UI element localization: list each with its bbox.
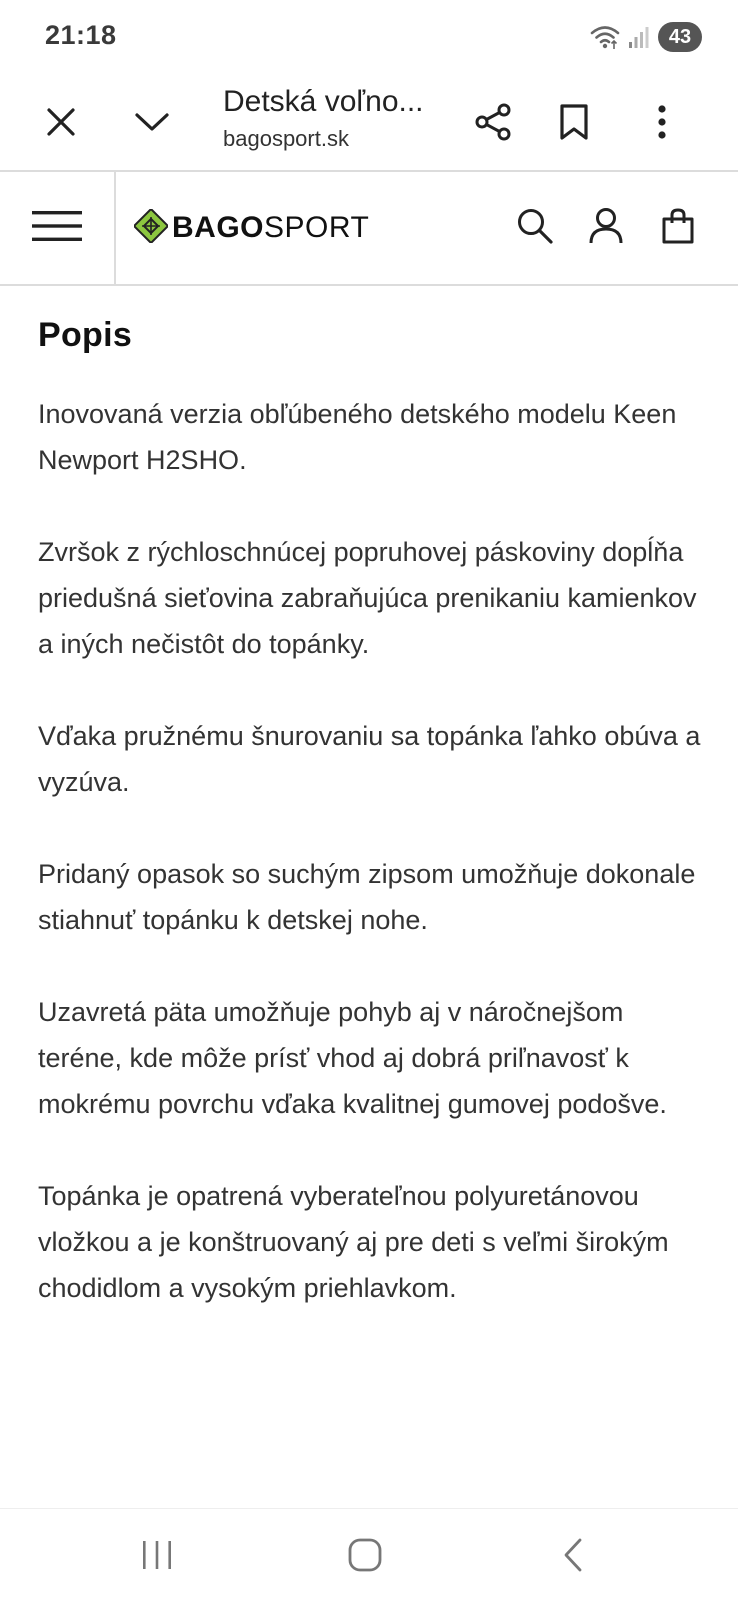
close-icon (46, 107, 76, 142)
signal-icon (628, 25, 650, 49)
logo-text-light: SPORT (264, 211, 370, 244)
home-button[interactable] (335, 1527, 395, 1587)
bagosport-logo[interactable] (134, 208, 369, 248)
site-header (0, 172, 738, 286)
shopping-bag-icon (661, 207, 695, 250)
back-button[interactable] (543, 1527, 603, 1587)
description-paragraph: Inovovaná verzia obľúbeného detského modelu Keen Newport H2SHO. (38, 399, 677, 475)
close-tab-button[interactable] (33, 96, 89, 152)
logo-text-bold: BAGO (172, 211, 264, 244)
share-button[interactable] (465, 96, 521, 152)
system-nav-bar (0, 1508, 738, 1601)
browser-title-area[interactable] (223, 82, 453, 154)
more-options-button[interactable] (634, 96, 690, 152)
cart-button[interactable] (650, 200, 706, 256)
search-button[interactable] (507, 200, 563, 256)
description-paragraph: Zvršok z rýchloschnúcej popruhovej páskoviny dopĺňa priedušná sieťovina zabraňujúca prenikaniu kamienkov a iných nečistôt do topánky. (38, 537, 697, 659)
chevron-down-icon (134, 111, 170, 138)
recent-apps-button[interactable] (127, 1527, 187, 1587)
logo-mark-icon (134, 209, 168, 248)
description-paragraph: Topánka je opatrená vyberateľnou polyuretánovou vložkou a je konštruovaný aj pre deti s veľmi širokým chodidlom a vysokým priehlavkom. (38, 1181, 669, 1303)
page-url: bagosport.sk (223, 126, 349, 151)
search-icon (516, 207, 554, 250)
description-paragraph: Vďaka pružnému šnurovaniu sa topánka ľahko obúva a vyzúva. (38, 721, 701, 797)
status-icons (590, 22, 702, 52)
description-paragraph: Uzavretá päta umožňuje pohyb aj v náročnejšom teréne, kde môže prísť vhod aj dobrá priľnavosť k mokrému povrchu vďaka kvalitnej gumovej podošve. (38, 997, 667, 1119)
logo-text (172, 208, 369, 248)
product-description (38, 296, 706, 1357)
wifi-icon (590, 24, 620, 50)
user-icon (588, 207, 624, 250)
bookmark-button[interactable] (546, 96, 602, 152)
battery-badge: 43 (658, 22, 702, 52)
recent-apps-icon (141, 1540, 173, 1575)
home-icon (348, 1538, 382, 1577)
back-icon (562, 1538, 584, 1577)
hamburger-menu-icon (32, 210, 82, 247)
section-title: Popis (38, 316, 133, 354)
minimize-button[interactable] (124, 96, 180, 152)
page-title: Detská voľno... (223, 85, 424, 118)
bookmark-icon (558, 103, 590, 146)
share-icon (473, 102, 513, 147)
account-button[interactable] (578, 200, 634, 256)
status-time: 21:18 (45, 20, 117, 50)
menu-button[interactable] (0, 172, 116, 284)
status-bar (0, 0, 738, 78)
more-vertical-icon (657, 104, 667, 145)
description-paragraph: Pridaný opasok so suchým zipsom umožňuje dokonale stiahnuť topánku k detskej nohe. (38, 859, 696, 935)
browser-toolbar (0, 78, 738, 172)
